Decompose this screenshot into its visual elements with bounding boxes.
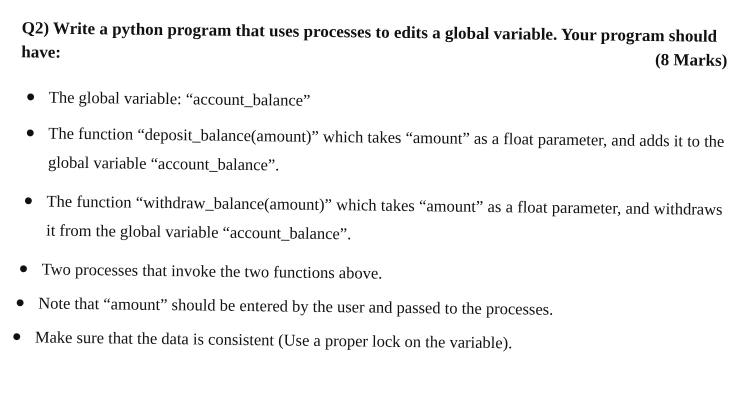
marks-label: (8 Marks) (654, 50, 728, 70)
list-item (11, 322, 715, 359)
bullet-icon: ● (25, 124, 36, 142)
list-item-text: The function “deposit_balance(amount)” which takes “amount” as a float parameter, and adds it to the global variable “account_balance”. (47, 123, 725, 175)
bullet-icon: ● (15, 294, 26, 312)
list-item-text: The function “withdraw_balance(amount)” which takes “amount” as a float parameter, and withdraws it from the global variable “account_balance”. (46, 191, 723, 244)
list-item-text: Note that “amount” should be entered by the user and passed to the processes. (38, 293, 554, 319)
list-item (25, 119, 725, 185)
list-item (25, 83, 709, 120)
bullet-icon: ● (18, 260, 29, 278)
list-item-text: Two processes that invoke the two functions above. (41, 259, 383, 283)
list-item (23, 187, 723, 253)
bullet-icon: ● (11, 328, 22, 346)
list-item-text: Make sure that the data is consistent (Use a proper lock on the variable). (34, 327, 513, 353)
list-item (15, 288, 718, 325)
bullet-icon: ● (25, 88, 36, 106)
list-item-text: The global variable: “account_balance” (48, 87, 311, 110)
question-heading: Q2) Write a python program that uses processes to edits a global variable. Your program should have: (21, 18, 718, 62)
requirements-list (0, 82, 745, 353)
list-item (18, 255, 702, 292)
bullet-icon: ● (23, 192, 34, 210)
